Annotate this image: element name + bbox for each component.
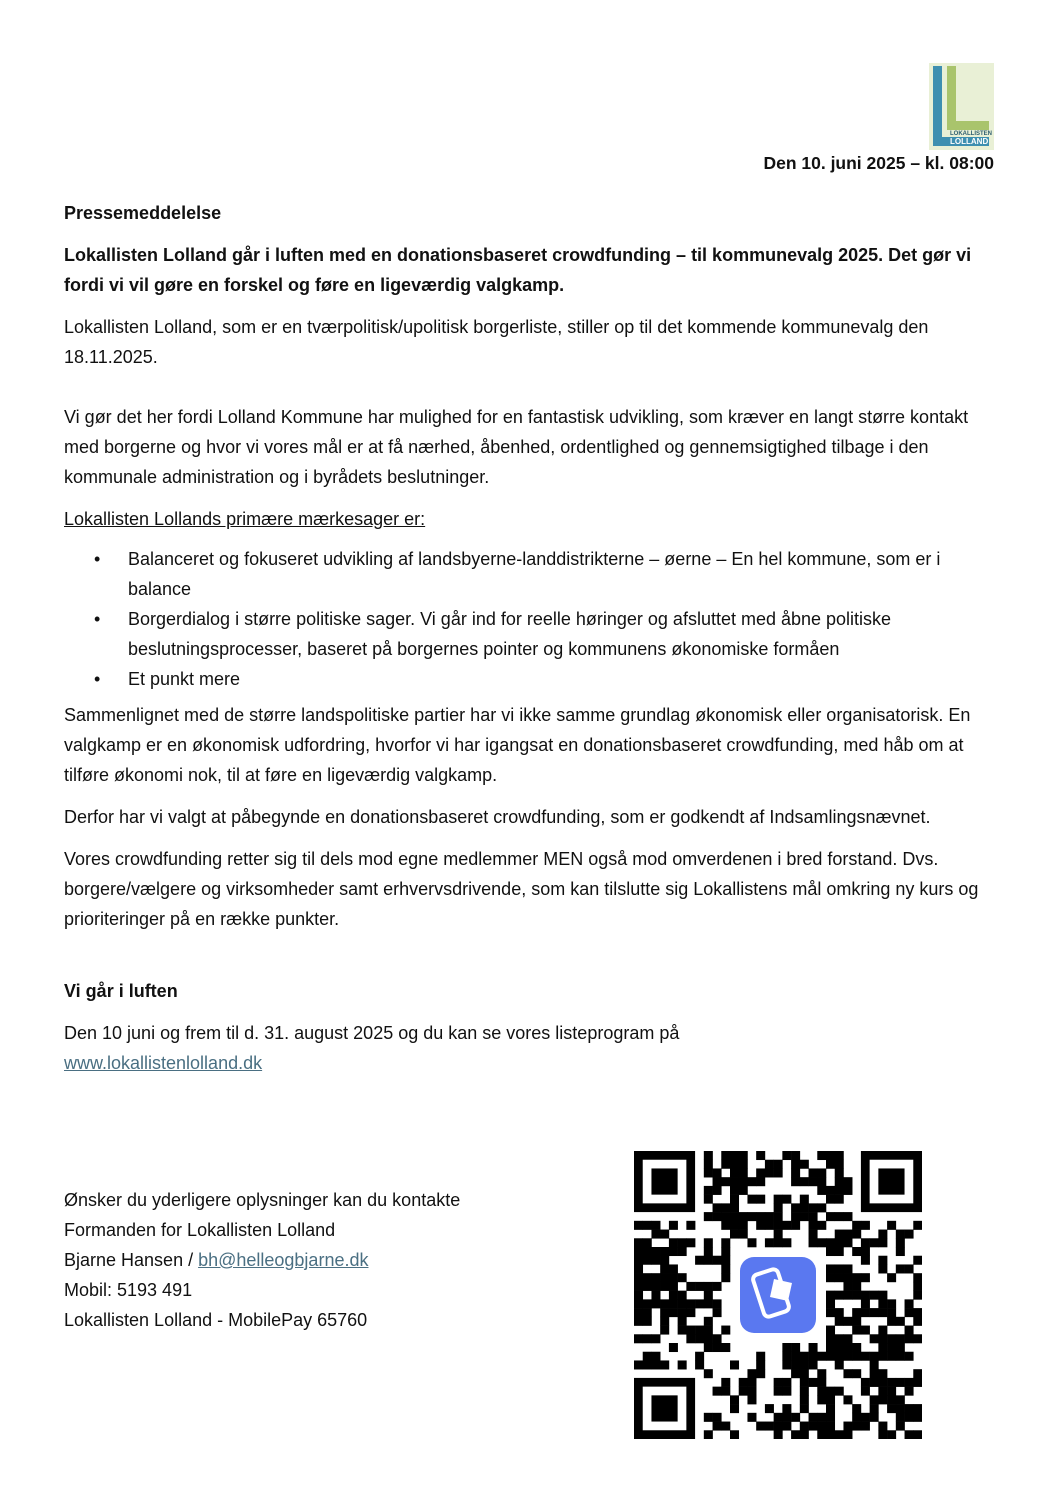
paragraph-3: Sammenlignet med de større landspolitiske partier har vi ikke samme grundlag økonomisk eller organisatorisk. En valgkamp er en økonomisk udfordring, hvorfor vi har igangsat en donationsbaseret crowdfunding, med håb om at tilføre økonomi nok, til at føre en ligeværdig valgkamp. xyxy=(64,705,971,785)
contact-phone: Mobil: 5193 491 xyxy=(64,1280,193,1300)
press-release-body xyxy=(64,198,999,1078)
causes-list xyxy=(64,544,999,694)
contact-name: Bjarne Hansen / xyxy=(64,1250,199,1270)
lokallisten-logo xyxy=(929,63,994,150)
causes-heading: Lokallisten Lollands primære mærkesager er: xyxy=(64,509,426,529)
list-item: • Borgerdialog i større politiske sager. Vi går ind for reelle høringer og afsluttet med åbne politiske beslutningsprocesser, baseret på borgernes pointer og kommunens økonomiske formåen xyxy=(64,604,999,664)
paragraph-2: Vi gør det her fordi Lolland Kommune har mulighed for en fantastisk udvikling, som kræver en langt større kontakt med borgerne og hvor vi vores mål er at få nærhed, åbenhed, ordentlighed og gennemsigtighed tilbage i den kommunale administration og i byrådets beslutninger. xyxy=(64,407,969,487)
contact-name-line xyxy=(64,1245,460,1275)
contact-block xyxy=(64,1185,460,1335)
section-heading: Vi går i luften xyxy=(64,981,178,1001)
contact-mobilepay: Lokallisten Lolland - MobilePay 65760 xyxy=(64,1310,368,1330)
list-item: • Et punkt mere xyxy=(64,664,999,694)
logo-text-line2: LOLLAND xyxy=(950,137,989,146)
list-item: • Balanceret og fokuseret udvikling af landsbyerne-landdistrikterne – øerne – En hel kommune, som er i balance xyxy=(64,544,999,604)
website-link[interactable]: www.lokallistenlolland.dk xyxy=(64,1053,263,1073)
section-text: Den 10 juni og frem til d. 31. august 2025 og du kan se vores listeprogram på xyxy=(64,1023,680,1043)
heading: Pressemeddelelse xyxy=(64,203,222,223)
contact-line2: Formanden for Lokallisten Lolland xyxy=(64,1220,336,1240)
logo-text-line1: LOKALLISTEN xyxy=(950,131,992,137)
mobilepay-phone-icon xyxy=(740,1257,816,1333)
paragraph-4: Derfor har vi valgt at påbegynde en donationsbaseret crowdfunding, som er godkendt af Indsamlingsnævnet. xyxy=(64,807,931,827)
email-link[interactable]: bh@helleogbjarne.dk xyxy=(198,1250,369,1270)
contact-line1: Ønsker du yderligere oplysninger kan du kontakte xyxy=(64,1190,461,1210)
paragraph-1: Lokallisten Lolland, som er en tværpolitisk/upolitisk borgerliste, stiller op til det kommende kommunevalg den 18.11.2025. xyxy=(64,317,929,367)
mobilepay-qr-code[interactable] xyxy=(634,1151,922,1439)
date-line: Den 10. juni 2025 – kl. 08:00 xyxy=(763,153,994,173)
paragraph-5: Vores crowdfunding retter sig til dels mod egne medlemmer MEN også mod omverdenen i bred forstand. Dvs. borgere/vælgere og virksomheder samt erhvervsdrivende, som kan tilslutte sig Lokallistens mål omkring ny kurs og prioriteringer på en række punkter. xyxy=(64,849,979,929)
lead-paragraph: Lokallisten Lolland går i luften med en donationsbaseret crowdfunding – til kommunevalg 2025. Det gør vi fordi vi vil gøre en forskel og føre en ligeværdig valgkamp. xyxy=(64,245,972,295)
